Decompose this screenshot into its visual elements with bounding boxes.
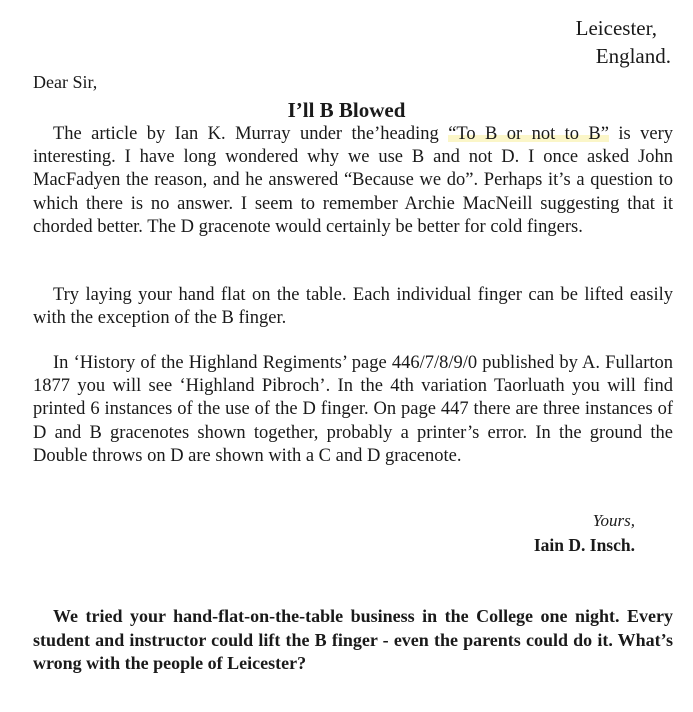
closing: Yours, [592, 511, 635, 530]
salutation: Dear Sir, [33, 72, 98, 92]
signature: Iain D. Insch. [533, 535, 635, 555]
address-line-city: Leicester, [575, 16, 657, 40]
editor-reply [33, 605, 673, 676]
paragraph-2 [33, 284, 673, 330]
letter-title: I’ll B Blowed [287, 98, 406, 122]
paragraph-3-text: In ‘History of the Highland Regiments’ page 446/7/8/9/0 published by A. Fullarton 1877 you will see ‘Highland Pibroch’. In the 4th variation Taorluath you will find printed 6 instances of the use of the D finger. On page 447 there are three instances of D and B gracenotes shown together, probably a printer’s error. In the ground the Double throws on D are shown with a C and D gracenote. [33, 353, 673, 466]
editor-reply-text: We tried your hand-flat-on-the-table business in the College one night. Every student and instructor could lift the B finger - even the parents could do it. What’s wrong with the people of Leicester? [33, 606, 673, 673]
paragraph-1-rest: is very interesting. I have long wondered why we use B and not D. I once asked John MacFadyen the reason, and he answered “Because we do”. Perhaps it’s a question to which there is no answer. I seem to remember Archie MacNeill suggesting that it chorded better. The D gracenote would certainly be better for cold fingers. [33, 124, 673, 237]
paragraph-3 [33, 352, 673, 468]
highlighted-heading-quote: “To B or not to B” [448, 124, 609, 144]
paragraph-2-text: Try laying your hand flat on the table. Each individual finger can be lifted easily with the exception of the B finger. [33, 285, 673, 329]
paragraph-1-start: The article by Ian K. Murray under the’heading [53, 124, 449, 144]
address-line-country: England. [595, 44, 671, 68]
paragraph-1 [33, 123, 673, 239]
